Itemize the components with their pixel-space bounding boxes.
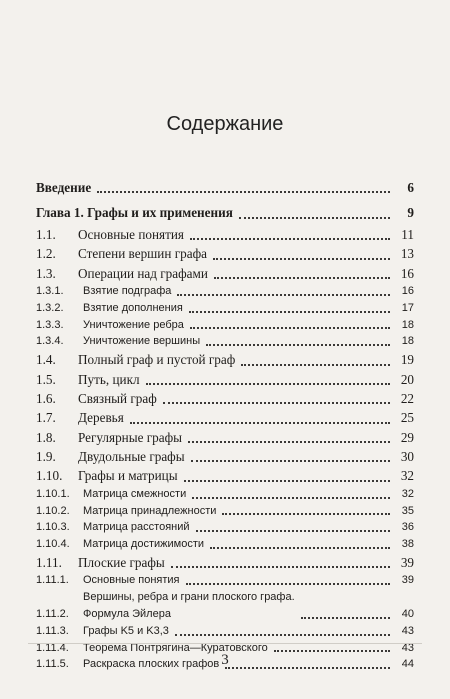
dot-leader [214,277,390,279]
toc-entry-page: 20 [400,371,414,387]
toc-entry-title: Графы и матрицы [78,468,178,484]
toc-entry-page: 43 [401,641,414,654]
toc-entry-number: 1.4. [36,352,56,368]
toc-entry-page: 38 [401,538,414,551]
toc-entry-number: 1.8. [36,429,56,445]
toc-entry[interactable] [36,623,414,640]
toc-entry-title: Основные понятия [83,574,180,587]
toc-entry-number: 1.11.2. [36,608,69,621]
dot-leader [163,402,390,404]
toc-entry-title-line1: Вершины, ребра и грани плоского графа. [83,591,295,604]
dot-leader [191,460,390,462]
toc-entry-page: 32 [400,468,414,484]
toc-entry[interactable] [36,572,414,589]
toc-entry-title: Глава 1. Графы и их применения [36,205,233,221]
dot-leader [192,497,390,499]
toc-entry[interactable] [36,503,414,520]
toc-entry-title: Полный граф и пустой граф [78,352,236,368]
toc-entry-number: 1.5. [36,371,56,387]
dot-leader [130,422,390,424]
toc-entry-number: 1.3.4. [36,335,64,348]
toc-entry-title: Взятие подграфа [83,284,172,297]
toc-entry[interactable] [36,317,414,334]
toc-entry-number: 1.7. [36,410,56,426]
toc-entry-number: 1.11. [36,555,62,571]
dot-leader [146,383,390,385]
toc-entry-page: 39 [401,574,414,587]
toc-entry[interactable] [36,333,414,350]
toc-entry-title: Введение [36,180,92,195]
toc-entry-title: Основные понятия [78,226,184,242]
toc-entry-number: 1.11.4. [36,641,69,654]
dot-leader [301,617,390,619]
footer-divider [28,643,422,644]
toc-entry[interactable] [36,589,414,623]
toc-entry-page: 30 [400,449,414,465]
toc-entry-title-line2: Формула Эйлера [83,608,171,621]
toc-entry[interactable] [36,466,414,485]
dot-leader [184,480,390,482]
toc-entry-title [83,589,295,623]
dot-leader [175,634,390,636]
toc-entry-title: Деревья [78,410,124,426]
page-number: 3 [221,652,229,668]
toc-entry[interactable] [36,486,414,503]
toc-entry-title: Взятие дополнения [83,301,183,314]
toc-entry-title: Матрица смежности [83,487,187,500]
toc-entry-title: Путь, цикл [78,371,140,387]
dot-leader [186,583,391,585]
dot-leader [210,547,390,549]
dot-leader [171,566,390,568]
dot-leader [97,191,390,193]
dot-leader [196,530,390,532]
toc-entry-page: 32 [401,487,414,500]
toc-entry-title: Уничтожение вершины [83,335,201,348]
toc-entry[interactable] [36,203,414,222]
toc-entry-page: 40 [401,608,414,621]
toc-entry-title: Матрица достижимости [83,538,205,551]
toc-entry[interactable] [36,178,414,197]
toc-entry-page: 35 [401,504,414,517]
toc-entry-number: 1.9. [36,449,56,465]
dot-leader [239,217,390,219]
toc-entry-page: 22 [400,390,414,406]
toc-entry[interactable] [36,428,414,447]
table-of-contents [36,178,414,673]
dot-leader [177,294,390,296]
toc-entry-page: 44 [401,658,414,671]
dot-leader [190,327,390,329]
toc-entry-title: Раскраска плоских графов [83,658,220,671]
toc-entry-page: 17 [401,301,414,314]
toc-entry-page: 11 [401,226,414,242]
dot-leader [241,364,390,366]
toc-entry-title: Графы K5 и K3,3 [83,624,169,637]
toc-entry-page: 9 [407,205,414,221]
toc-entry-number: 1.11.5. [36,658,69,671]
toc-entry-page: 19 [400,352,414,368]
toc-entry-title: Плоские графы [78,555,165,571]
dot-leader [190,238,390,240]
dot-leader [206,344,390,346]
toc-entry-page: 13 [400,246,414,262]
toc-entry[interactable] [36,447,414,466]
toc-entry-title: Двудольные графы [78,449,185,465]
toc-entry[interactable] [36,536,414,553]
toc-entry-title: Матрица принадлежности [83,504,217,517]
toc-entry-number: 1.10.3. [36,521,70,534]
page-title: Содержание [166,113,284,135]
toc-entry-page: 18 [401,318,414,331]
toc-entry-title: Матрица расстояний [83,521,190,534]
toc-entry-number: 1.3. [36,265,56,281]
toc-entry-page: 29 [400,429,414,445]
toc-entry-number: 1.11.1. [36,574,69,587]
toc-entry[interactable] [36,408,414,427]
toc-entry-number: 1.3.2. [36,301,64,314]
toc-entry-title: Операции над графами [78,265,208,281]
toc-entry[interactable] [36,283,414,300]
toc-entry[interactable] [36,300,414,317]
toc-entry-page: 36 [401,521,414,534]
toc-entry-page: 16 [400,265,414,281]
toc-entry-number: 1.10.4. [36,538,70,551]
toc-entry-title: Уничтожение ребра [83,318,184,331]
toc-entry[interactable] [36,553,414,572]
toc-entry-page: 25 [400,410,414,426]
toc-entry-page: 6 [407,180,414,195]
dot-leader [213,258,390,260]
dot-leader [188,441,390,443]
toc-entry-title: Связный граф [78,390,157,406]
toc-entry-number: 1.3.1. [36,284,64,297]
dot-leader [222,513,390,515]
toc-entry[interactable] [36,370,414,389]
toc-entry-number: 1.3.3. [36,318,64,331]
toc-entry-title: Степени вершин графа [78,246,207,262]
toc-entry[interactable] [36,519,414,536]
toc-entry-number: 1.10.2. [36,504,70,517]
toc-entry-page: 39 [400,555,414,571]
toc-entry-title: Регулярные графы [78,429,183,445]
toc-entry[interactable] [36,225,414,244]
toc-entry-number: 1.2. [36,246,56,262]
toc-entry-number: 1.10. [36,468,63,484]
toc-entry-page: 43 [401,624,414,637]
dot-leader [189,311,390,313]
toc-entry[interactable] [36,244,414,263]
toc-entry[interactable] [36,389,414,408]
toc-entry[interactable] [36,264,414,283]
toc-entry-page: 16 [401,284,414,297]
toc-entry[interactable] [36,350,414,369]
toc-entry-number: 1.1. [36,226,56,242]
toc-entry-title: Теорема Понтрягина—Куратовского [83,641,268,654]
toc-entry-page: 18 [401,335,414,348]
toc-entry-number: 1.6. [36,390,56,406]
toc-entry-number: 1.10.1. [36,487,70,500]
toc-entry-number: 1.11.3. [36,624,69,637]
